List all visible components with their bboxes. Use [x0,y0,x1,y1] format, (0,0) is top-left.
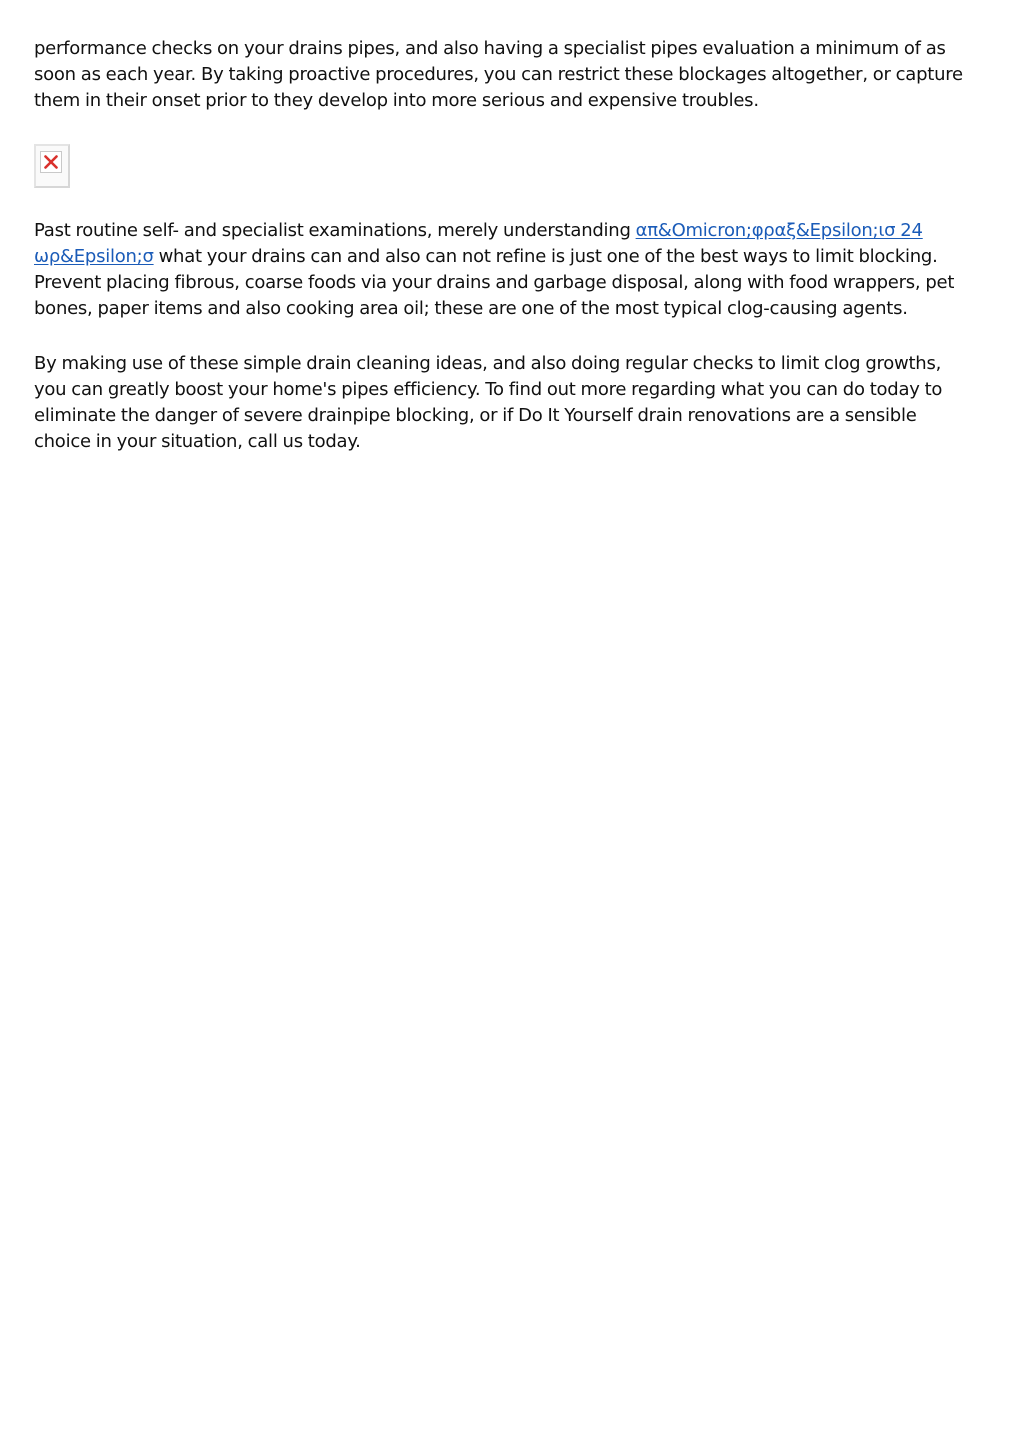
paragraph-call-us: By making use of these simple drain cleaning ideas, and also doing regular checks to limit clog growths, you can greatly boost your home's pipes efficiency. To find out more regarding what you can do today to eliminate the danger of severe drainpipe blocking, or if Do It Yourself drain renovations are a sensible choice in your situation, call us today. [34,353,943,452]
paragraph-drain-checks: performance checks on your drains pipes, and also having a specialist pipes evaluation a minimum of as soon as each year. By taking proactive procedures, you can restrict these blockages altogether, or capture them in their onset prior to they develop into more serious and expensive troubles. [34,38,963,111]
broken-image-icon [34,144,70,188]
paragraph-2-after-link: what your drains can and also can not refine is just one of the best ways to limit blocking. Prevent placing fibrous, coarse foods via your drains and garbage disposal, along with food wrappers, pet bones, paper items and also cooking area oil; these are one of the most typical clog-causing agents. [34,246,955,319]
paragraph-2-before-link: Past routine self- and specialist examinations, merely understanding [34,220,636,241]
image-placeholder-frame [40,151,62,173]
red-x-icon [44,155,58,169]
drain-service-link[interactable]: απ&Omicron;φραξ&Epsilon;ισ 24 ωρ&Epsilon;σ [34,220,923,267]
paragraph-drain-knowledge [34,218,976,322]
document-page [34,36,976,455]
